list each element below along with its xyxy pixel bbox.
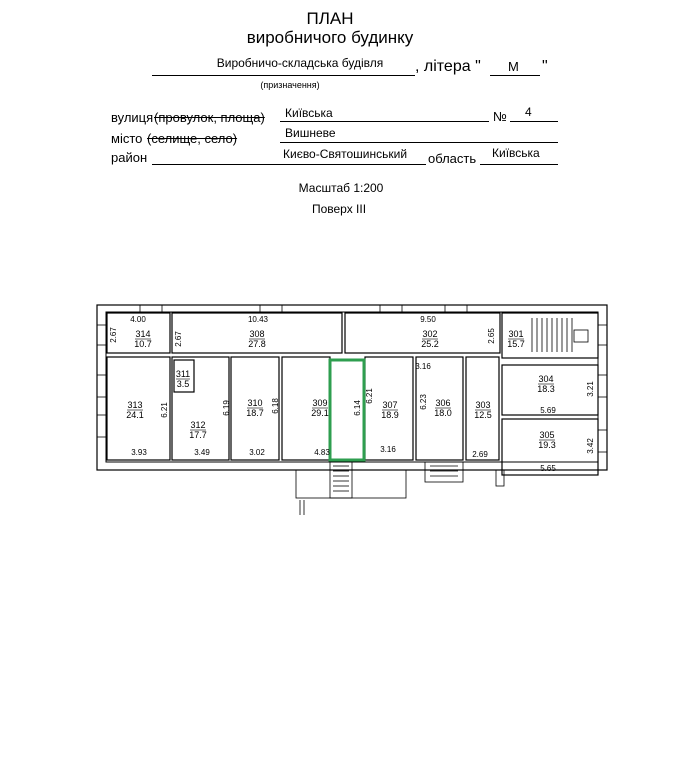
dim-label: 6.18	[271, 398, 280, 414]
litera-label: , літера "	[415, 58, 481, 75]
room-303-area: 12.5	[474, 410, 492, 420]
street-label: вулиця	[111, 110, 154, 125]
stair-301	[532, 318, 588, 352]
scale-label: Масштаб 1:200	[298, 181, 384, 195]
dim-label: 2.69	[472, 450, 488, 459]
room-304-area: 18.3	[537, 384, 555, 394]
dim-label: 3.16	[415, 362, 431, 371]
number-label: №	[493, 109, 507, 124]
room-310-area: 18.7	[246, 408, 264, 418]
city-struck-text: (селище, село)	[147, 131, 238, 146]
room-305-id: 305	[539, 430, 555, 440]
street-value: Київська	[285, 106, 333, 120]
room-307-id: 307	[382, 400, 398, 410]
room-307-area: 18.9	[381, 410, 399, 420]
number-value: 4	[525, 105, 532, 119]
dim-label: 10.43	[247, 315, 269, 324]
purpose-value: Виробничо-складська будівля	[216, 56, 384, 70]
dim-label: 3.42	[586, 438, 595, 454]
room-312-area: 17.7	[189, 430, 207, 440]
city-value: Вишневе	[285, 126, 336, 140]
dim-label: 5.69	[540, 406, 556, 415]
dim-label: 3.21	[586, 381, 595, 397]
dim-label: 2.67	[109, 327, 118, 343]
street-struck-text: (провулок, площа)	[154, 110, 265, 125]
dim-label: 5.65	[540, 464, 556, 473]
dim-label: 6.21	[160, 402, 169, 418]
dim-label: 3.16	[380, 445, 396, 454]
room-306-id: 306	[435, 398, 451, 408]
litera-value: М	[508, 59, 519, 74]
room-302-area: 25.2	[421, 339, 439, 349]
room-308-area: 27.8	[248, 339, 266, 349]
room-309-area: 29.1	[311, 408, 329, 418]
plan-title: ПЛАН	[306, 9, 354, 28]
region-label: область	[428, 151, 477, 166]
litera-close: "	[542, 58, 548, 75]
room-314-id: 314	[135, 329, 151, 339]
dim-label: 6.23	[419, 394, 428, 410]
district-value: Києво-Святошинський	[283, 147, 408, 161]
room-313-area: 24.1	[126, 410, 144, 420]
room-308-id: 308	[249, 329, 265, 339]
room-306-area: 18.0	[434, 408, 452, 418]
plan-subtitle: виробничого будинку	[246, 28, 414, 47]
dim-label: 3.93	[131, 448, 147, 457]
city-label: місто	[111, 131, 143, 146]
dim-label: 2.65	[487, 328, 496, 344]
purpose-caption: (призначення)	[260, 80, 320, 90]
dim-label: 9.50	[420, 315, 436, 324]
dim-label: 4.00	[130, 315, 146, 324]
dim-label: 6.21	[365, 388, 374, 404]
room-311-area: 3.5	[176, 379, 190, 389]
room-305-area: 19.3	[538, 440, 556, 450]
dim-label: 4.83	[314, 448, 330, 457]
dim-label: 2.67	[174, 331, 183, 347]
dim-label: 6.19	[222, 400, 231, 416]
room-304-id: 304	[538, 374, 554, 384]
region-value: Київська	[492, 146, 540, 160]
room-301-id: 301	[508, 329, 524, 339]
room-313-id: 313	[127, 400, 143, 410]
district-label: район	[111, 150, 148, 165]
floor-label: Поверх III	[311, 202, 367, 216]
room-312-id: 312	[190, 420, 206, 430]
room-303-id: 303	[475, 400, 491, 410]
dim-label: 3.49	[194, 448, 210, 457]
room-302-id: 302	[422, 329, 438, 339]
dim-label: 6.14	[353, 400, 362, 416]
dim-label: 3.02	[249, 448, 265, 457]
room-309-id: 309	[312, 398, 328, 408]
room-314-area: 10.7	[134, 339, 152, 349]
room-311-id: 311	[175, 369, 191, 379]
room-310-id: 310	[247, 398, 263, 408]
room-301-area: 15.7	[507, 339, 525, 349]
